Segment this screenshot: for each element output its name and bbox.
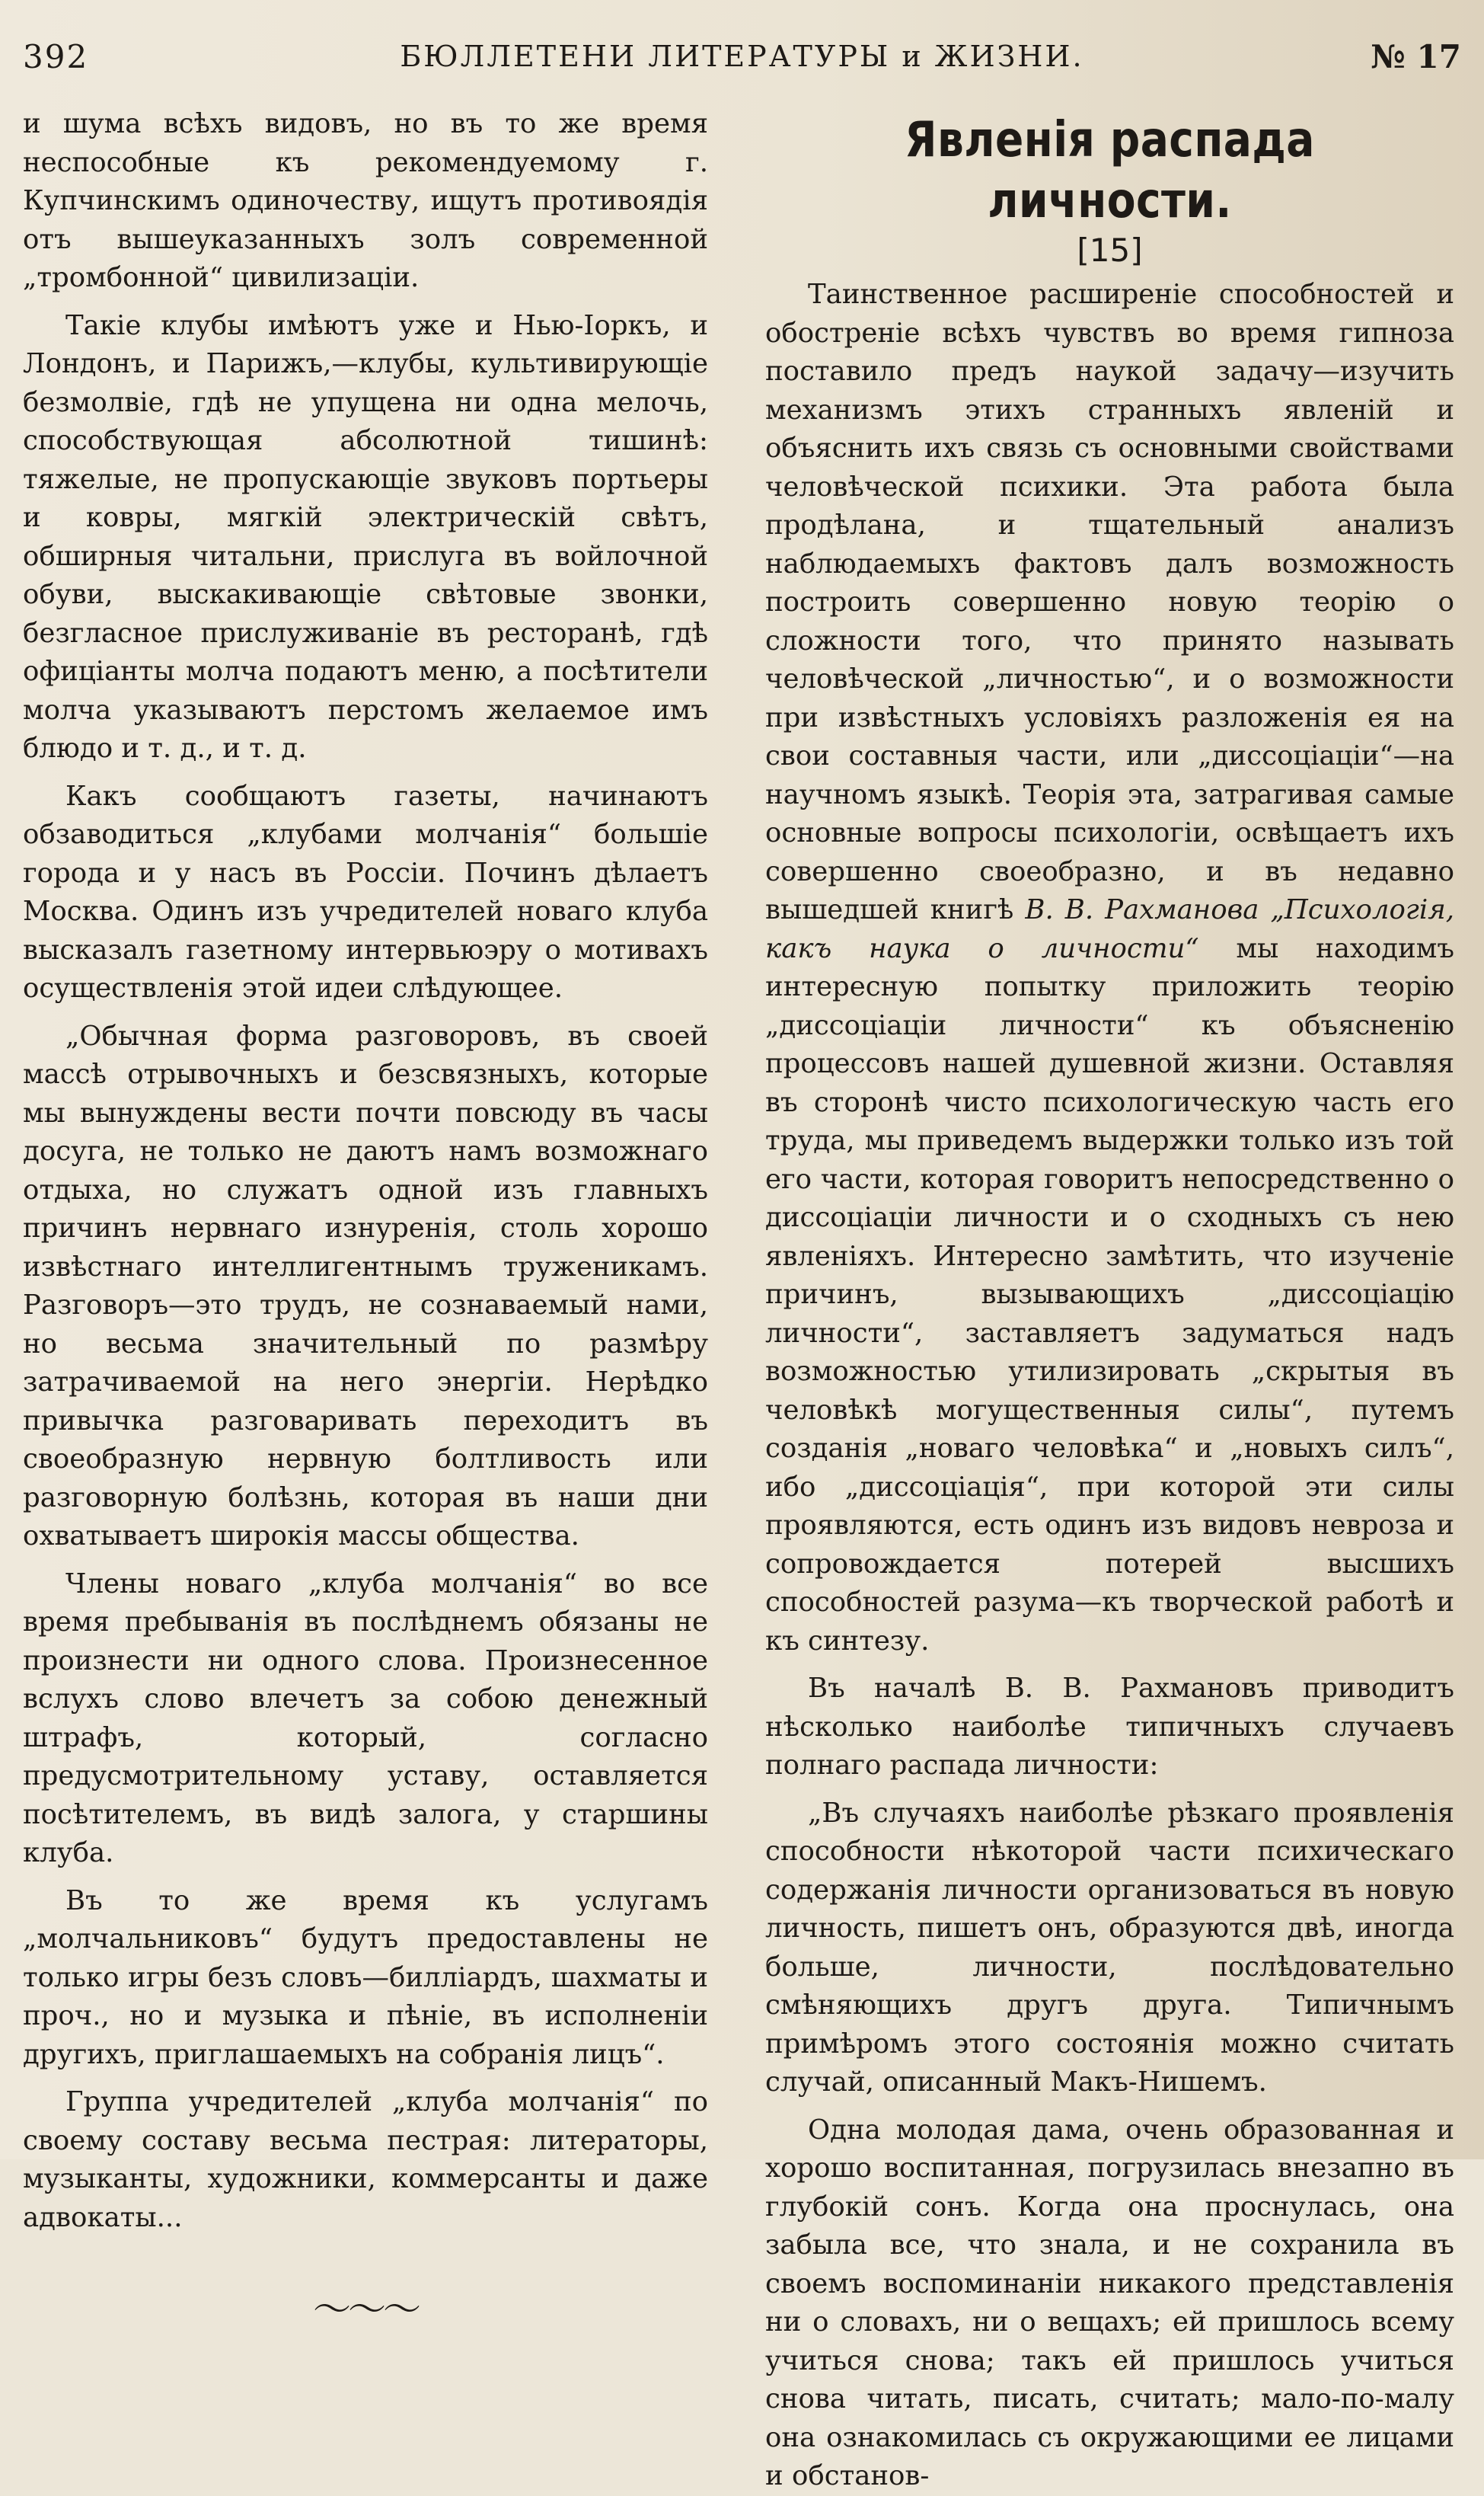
issue-number: № 17 [1371,38,1461,75]
article-number [765,232,1454,270]
paragraph-text: Таинственное расширеніе способностей и обостреніе всѣхъ чувствъ во время гипноза поставило предъ наукой задачу—изучить механизмъ этихъ странныхъ явленій и объяснить ихъ связь съ основными свойствами человѣческой психики. Эта работа была продѣлана, и тщательный анализъ наблюдаемыхъ фактовъ далъ возможность построить совершенно новую теорію о сложности того, что принято называть человѣческой „личностью“, и о возможности при извѣстныхъ условіяхъ разложенія ея на свои составныя части, или „диссоціаціи“—на научномъ языкѣ. Теорія эта, затрагивая самые основные вопросы психологіи, освѣщаетъ ихъ совершенно своеобразно, и въ недавно вышедшей книгѣ [765,279,1454,925]
section-divider: 〜〜〜 [313,2287,418,2331]
paragraph: Какъ сообщаютъ газеты, начинаютъ обзаводиться „клубами молчанія“ большіе города и у насъ въ Россіи. Починъ дѣлаетъ Москва. Одинъ изъ учредителей новаго клуба высказалъ газетному интервьюэру о мотивахъ осуществленія этой идеи слѣдующее. [23,780,708,1004]
left-column [23,105,708,2331]
journal-title: БЮЛЛЕТЕНИ ЛИТЕРАТУРЫ и ЖИЗНИ. [400,40,1084,73]
paragraph: Одна молодая дама, очень образованная и хорошо воспитанная, погрузилась внезапно въ глубокій сонъ. Когда она проснулась, она забыла все, что знала, и не сохранила въ своемъ воспоминаніи никакого представленія ни о словахъ, ни о вещахъ; ей пришлось всему учиться снова; такъ ей пришлось учиться снова читать, писать, считать; мало-по-малу она ознакомилась съ окружающими ее лицами и обстанов- [765,2114,1454,2491]
paragraph: Члены новаго „клуба молчанія“ во все время пребыванія въ послѣднемъ обязаны не произнести ни одного слова. Произнесенное вслухъ слово влечетъ за собою денежный штрафъ, который, согласно предусмотрительному уставу, оставляется посѣтителемъ, въ видѣ залога, у старшины клуба. [23,1568,708,1868]
paragraph: Въ началѣ В. В. Рахмановъ приводитъ нѣсколько наиболѣе типичныхъ случаевъ полнаго распада личности: [765,1673,1454,1781]
paragraph [765,276,1454,1660]
paragraph: Такіе клубы имѣютъ уже и Нью-Іоркъ, и Лондонъ, и Парижъ,—клубы, культивирующіе безмолвіе, гдѣ не упущена ни одна мелочь, способствующая абсолютной тишинѣ: тяжелые, не пропускающіе звуковъ портьеры и ковры, мягкій электрическій свѣтъ, обширныя читальни, прислуга въ войлочной обуви, выскакивающіе свѣтовые звонки, безгласное прислуживаніе въ ресторанѣ, гдѣ офиціанты молча подаютъ меню, а посѣтители молча указываютъ перстомъ желаемое имъ блюдо и т. д., и т. д. [23,309,708,764]
right-column [765,105,1454,2491]
paragraph: „Обычная форма разговоровъ, въ своей массѣ отрывочныхъ и безсвязныхъ, которые мы вынуждены вести почти повсюду въ часы досуга, не только не даютъ намъ возможнаго отдыха, но служатъ одной изъ главныхъ причинъ нервнаго изнуренія, столь хорошо извѣстнаго интеллигентнымъ труженикамъ. Разговоръ—это трудъ, не сознаваемый нами, но весьма значительный по размѣру затрачиваемой на него энергіи. Нерѣдко привычка разговаривать переходитъ въ своеобразную нервную болтливость или разговорную болѣзнь, которая въ наши дни охватываетъ широкія массы общества. [23,1020,708,1552]
running-head [23,30,1461,91]
paragraph-text: мы находимъ интересную попытку приложить теорію „диссоціаціи личности“ къ объясненію процессовъ нашей душевной жизни. Оставляя въ сторонѣ чисто психологическую часть его труда, мы приведемъ выдержки только изъ той его части, которая говоритъ непосредственно о диссоціаціи личности и о сходныхъ съ нею явленіяхъ. Интересно замѣтить, что изученіе причинъ, вызывающихъ „диссоціацію личности“, заставляетъ задуматься надъ возможностью утилизировать „скрытыя въ человѣкѣ могущественныя силы“, путемъ созданія „новаго человѣка“ и „новыхъ силъ“, ибо „диссоціація“, при которой эти силы проявляются, есть одинъ изъ видовъ невроза и сопровождается потерей высшихъ способностей разума—къ творческой работѣ и къ синтезу. [765,932,1454,1657]
paragraph: Группа учредителей „клуба молчанія“ по своему составу весьма пестрая: литераторы, музыканты, художники, коммерсанты и даже адвокаты... [23,2086,708,2233]
page-number: 392 [23,38,89,75]
book-author: В. В. Рахманова [1025,894,1259,925]
article-number-value: [ 15 ] [1077,232,1142,269]
paragraph: Въ то же время къ услугамъ „молчальниковъ“ будутъ предоставлены не только игры безъ словъ—билліардъ, шахматы и проч., но и музыка и пѣніе, въ исполненіи другихъ, приглашаемыхъ на собранія лицъ“. [23,1884,708,2070]
article-title: Явленія распада личности. [905,112,1315,229]
book-title: „Психологія, какъ наука о личности“ [765,894,1454,964]
paragraph: „Въ случаяхъ наиболѣе рѣзкаго проявленія способности нѣкоторой части психическаго содержанія личности организоваться въ новую личность, пишетъ онъ, образуются двѣ, иногда больше, личности, послѣдовательно смѣняющихъ другъ друга. Типичнымъ примѣромъ этого состоянія можно считать случай, описанный Макъ-Нишемъ. [765,1797,1454,2098]
paragraph: и шума всѣхъ видовъ, но въ то же время неспособные къ рекомендуемому г. Купчинскимъ одиночеству, ищутъ противоядія отъ вышеуказанныхъ золъ современной „тромбонной“ цивилизаціи. [23,108,708,293]
